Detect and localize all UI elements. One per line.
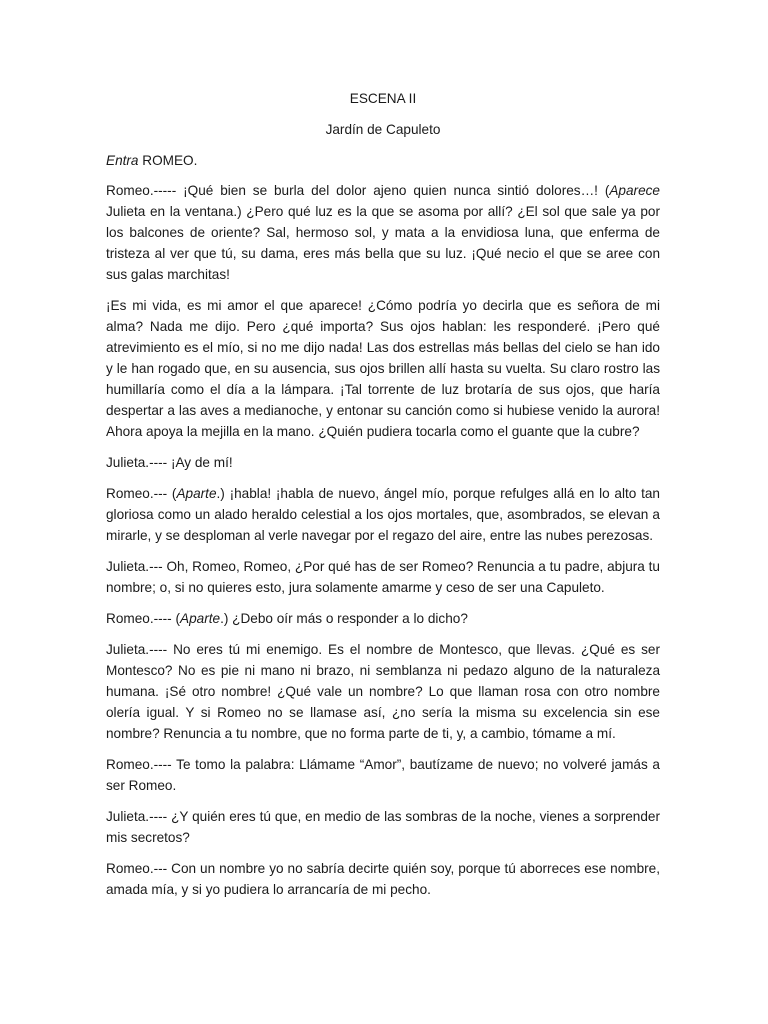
- dialogue-text: ¡Es mi vida, es mi amor el que aparece! ¿Cómo podría yo decirla que es señora de mi alma? Nada me dijo. Pero ¿qué importa? Sus ojos hablan: les responderé. ¡Pero qué atrevimiento es el mío, si no me dijo nada! Las dos estrellas más bellas del cielo se han ido y le han rogado que, en su ausencia, sus ojos brillen allí hasta su vuelta. Su claro rostro las humillaría como el día a la lámpara. ¡Tal torrente de luz brotaría de sus ojos, que haría despertar a las aves a medianoche, y entonar su canción como si hubiese venido la aurora! Ahora apoya la mejilla en la mano. ¿Quién pudiera tocarla como el guante que la cubre?: [106, 298, 660, 439]
- dialogue-paragraph-8: [106, 754, 660, 796]
- dialogue-paragraph-1: [106, 180, 660, 285]
- dialogue-text: Romeo.--- (: [106, 486, 177, 501]
- dialogue-text: Julieta.---- ¿Y quién eres tú que, en medio de las sombras de la noche, vienes a sorprender mis secretos?: [106, 809, 660, 845]
- dialogue-text: Julieta.---- No eres tú mi enemigo. Es el nombre de Montesco, que llevas. ¿Qué es ser Montesco? No es pie ni mano ni brazo, ni semblanza ni pedazo alguno de la naturaleza humana. ¡Sé otro nombre! ¿Qué vale un nombre? Lo que llaman rosa con otro nombre olería igual. Y si Romeo no se llamase así, ¿no sería la misma su excelencia sin ese nombre? Renuncia a tu nombre, que no forma parte de ti, y, a cambio, tómame a mí.: [106, 642, 660, 741]
- scene-setting: Jardín de Capuleto: [325, 122, 441, 137]
- dialogue-paragraph-2: [106, 295, 660, 442]
- dialogue-paragraph-3: [106, 452, 660, 473]
- document-page: [106, 88, 660, 910]
- dialogue-text: .) ¡habla! ¡habla de nuevo, ángel mío, porque refulges allá en lo alto tan gloriosa como un alado heraldo celestial a los ojos mortales, que, asombrados, se elevan a mirarle, y se desploman al verle navegar por el regazo del aire, entre las nubes perezosas.: [106, 486, 660, 543]
- scene-title: ESCENA II: [349, 91, 417, 106]
- dialogue-text: Romeo.--- Con un nombre yo no sabría decirte quién soy, porque tú aborreces ese nombre, amada mía, y si yo pudiera lo arrancaría de mi pecho.: [106, 861, 660, 897]
- dialogue-text: Julieta en la ventana.) ¿Pero qué luz es la que se asoma por allí? ¿El sol que sale ya por los balcones de oriente? Sal, hermoso sol, y mata a la envidiosa luna, que enferma de tristeza al ver que tú, su dama, eres más bella que su luz. ¡Qué necio el que se aree con sus galas marchitas!: [106, 204, 660, 282]
- stage-direction-italic: Entra: [106, 153, 139, 168]
- dialogue-paragraph-6: [106, 608, 660, 629]
- dialogue-paragraph-5: [106, 556, 660, 598]
- stage-direction-entrance: [106, 150, 660, 171]
- stage-direction-italic: Aparte: [180, 611, 221, 626]
- dialogue-paragraph-9: [106, 806, 660, 848]
- dialogue-paragraph-7: [106, 639, 660, 744]
- dialogue-text: Romeo.---- (: [106, 611, 181, 626]
- dialogue-paragraph-4: [106, 483, 660, 546]
- dialogue-text: .) ¿Debo oír más o responder a lo dicho?: [220, 611, 468, 626]
- stage-direction-italic: Aparte: [176, 486, 217, 501]
- stage-direction-text: ROMEO.: [138, 153, 198, 168]
- dialogue-text: Romeo.----- ¡Qué bien se burla del dolor ajeno quien nunca sintió dolores…! (: [106, 183, 610, 198]
- dialogue-paragraph-10: [106, 858, 660, 900]
- dialogue-text: Julieta.---- ¡Ay de mí!: [106, 455, 233, 470]
- stage-direction-italic: Aparece: [609, 183, 660, 198]
- dialogue-text: Julieta.--- Oh, Romeo, Romeo, ¿Por qué has de ser Romeo? Renuncia a tu padre, abjura tu nombre; o, si no quieres esto, jura solamente amarme y ceso de ser una Capuleto.: [106, 559, 660, 595]
- dialogue-text: Romeo.---- Te tomo la palabra: Llámame “Amor”, bautízame de nuevo; no volveré jamás a ser Romeo.: [106, 757, 660, 793]
